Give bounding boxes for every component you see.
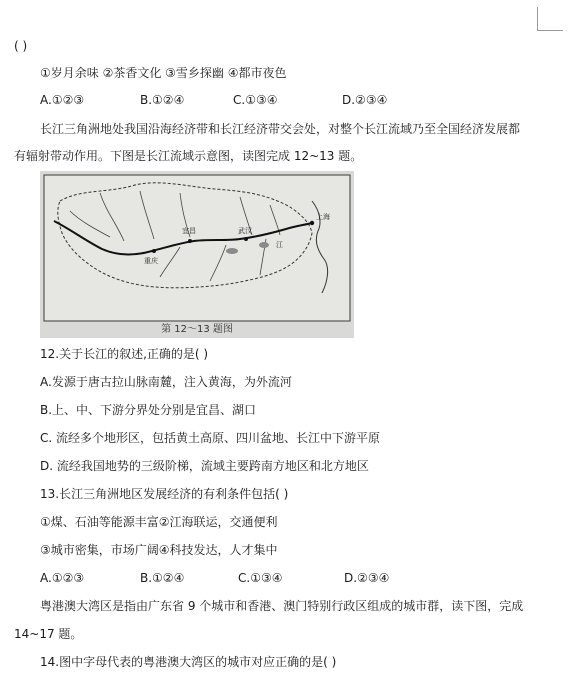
intro2-paragraph-line1: 粤港澳大湾区是指由广东省 9 个城市和香港、澳门特别行政区组成的城市群，读下图，完成 bbox=[40, 599, 524, 613]
option-b: B.①②④ bbox=[140, 93, 185, 107]
q13-items-line1: ①煤、石油等能源丰富②江海联运，交通便利 bbox=[40, 515, 278, 529]
q13-items-line2: ③城市密集，市场广阔④科技发达，人才集中 bbox=[40, 543, 278, 557]
label-jiang: 江 bbox=[276, 241, 283, 249]
q12-option-c: C. 流经多个地形区，包括黄土高原、四川盆地、长江中下游平原 bbox=[40, 431, 381, 445]
crop-mark bbox=[537, 30, 563, 31]
label-wuhan: 武汉 bbox=[238, 227, 252, 235]
intro-paragraph-line1: 长江三角洲地处我国沿海经济带和长江经济带交会处，对整个长江流域乃至全国经济发展都 bbox=[40, 122, 521, 136]
option-d: D.②③④ bbox=[344, 571, 390, 585]
option-b: B.①②④ bbox=[140, 571, 185, 585]
figure-caption: 第 12～13 题图 bbox=[161, 324, 233, 335]
intro2-paragraph-line2: 14~17 题。 bbox=[14, 627, 83, 641]
q13-stem: 13.长江三角洲地区发展经济的有利条件包括( ) bbox=[40, 487, 289, 501]
q14-stem: 14.图中字母代表的粤港澳大湾区的城市对应正确的是( ) bbox=[40, 655, 337, 669]
label-chongqing: 重庆 bbox=[144, 257, 158, 265]
label-shanghai: 上海 bbox=[316, 213, 330, 221]
q12-option-d: D. 流经我国地势的三级阶梯，流域主要跨南方地区和北方地区 bbox=[40, 459, 369, 473]
q12-stem: 12.关于长江的叙述,正确的是( ) bbox=[40, 347, 209, 361]
answer-bracket: ( ) bbox=[14, 39, 28, 53]
option-a: A.①②③ bbox=[40, 93, 85, 107]
q12-option-a: A.发源于唐古拉山脉南麓，注入黄海，为外流河 bbox=[40, 375, 292, 389]
option-c: C.①③④ bbox=[238, 571, 283, 585]
prev-question-items: ①岁月余味 ②茶香文化 ③雪乡探幽 ④都市夜色 bbox=[40, 66, 287, 80]
yangtze-basin-map bbox=[40, 171, 354, 338]
option-d: D.②③④ bbox=[342, 93, 388, 107]
q12-option-b: B.上、中、下游分界处分别是宜昌、湖口 bbox=[40, 403, 257, 417]
crop-mark bbox=[537, 7, 538, 31]
intro-paragraph-line2: 有辐射带动作用。下图是长江流域示意图，读图完成 12~13 题。 bbox=[14, 149, 363, 163]
option-c: C.①③④ bbox=[233, 93, 278, 107]
label-yichang: 宜昌 bbox=[182, 227, 196, 235]
option-a: A.①②③ bbox=[40, 571, 85, 585]
map-drawing bbox=[40, 171, 354, 338]
